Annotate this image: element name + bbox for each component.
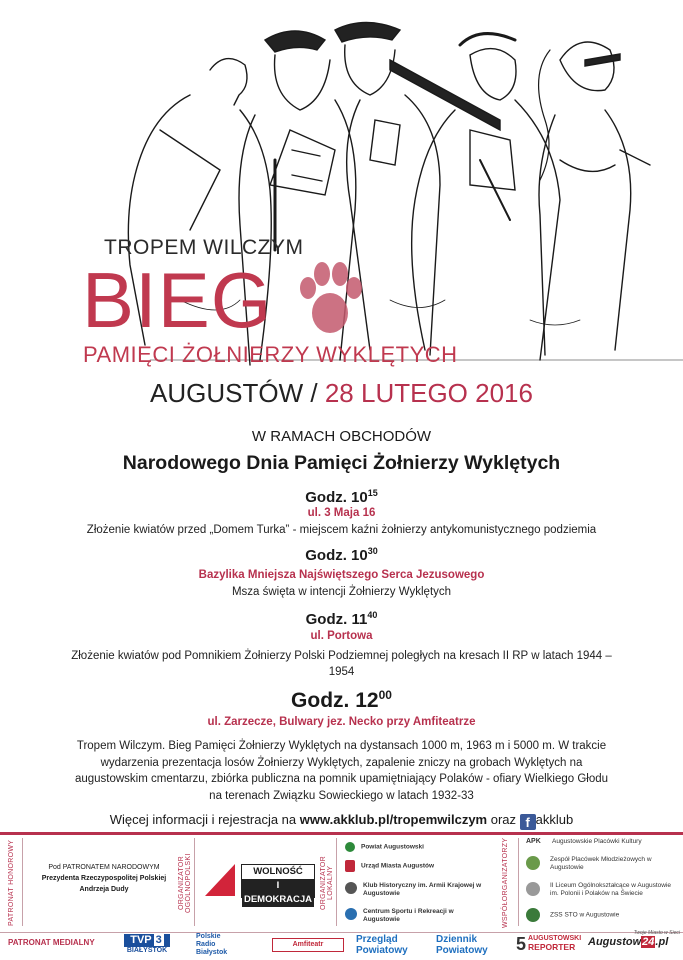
event-time: Godz. $10^{30}$ — [305, 546, 378, 564]
list-item: II Liceum Ogólnokształcące w Augustowie im. Polonii i Polaków na Świecie — [526, 882, 676, 908]
facebook-icon[interactable]: f — [520, 814, 536, 830]
event-location: Bazylika Mniejsza Najświętszego Serca Jezusowego — [198, 569, 485, 581]
augustowski-reporter-logo: 5 AUGUSTOWSKI REPORTER — [516, 934, 582, 954]
event-time-main: Godz. $12^{00}$ — [291, 688, 392, 712]
amfiteatr-logo: Amfiteatr — [272, 938, 344, 952]
registration-link[interactable]: www.akklub.pl/tropemwilczym — [299, 812, 488, 827]
event-location: ul. Portowa — [310, 630, 373, 642]
facebook-link[interactable]: akklub — [535, 812, 574, 827]
co-organizers-list — [526, 838, 676, 924]
event-description: Tropem Wilczym. Bieg Pamięci Żołnierzy Wyklętych na dystansach 1000 m, 1963 m i 5000 m. W trakcie wydarzenia prezentacja losów Żołnierzy Wyklętych, zapalenie zniczy na grobach Wyklętych na augustowskim cmentarzu, zbiórka publiczna na pomnik upamiętniający Polaków - ofiary Wielkiego Głodu na terenach Związku Sowieckiego w latach 1932-33 — [74, 740, 609, 802]
event-time: Godz. $11^{40}$ — [305, 610, 378, 628]
polskie-radio-logo: Polskie Radio Białystok — [196, 933, 228, 956]
list-item: Urząd Miasta Augustów — [345, 860, 485, 882]
local-organizers-list — [345, 842, 485, 930]
label-wspolorganizatorzy: WSPÓŁORGANIZATORZY — [502, 837, 509, 928]
label-organizator-lokalny: ORGANIZATOR LOKALNY — [320, 856, 334, 910]
label-organizator: ORGANIZATOR OGÓLNOPOLSKI — [178, 853, 192, 913]
date-line — [0, 378, 683, 409]
intro-line2: Narodowego Dnia Pamięci Żołnierzy Wyklętych — [122, 452, 561, 474]
tvp3-logo: TVP 3 BIAŁYSTOK — [124, 934, 170, 956]
info-line: Więcej informacji i rejestracja na www.akklub.pl/tropemwilczym oraz f akklub — [109, 812, 574, 830]
event-date: 28 LUTEGO 2016 — [324, 378, 533, 408]
title-pamieci: PAMIĘCI ŻOŁNIERZY WYKLĘTYCH — [83, 342, 458, 367]
label-patronat-medialny: PATRONAT MEDIALNY — [8, 938, 95, 947]
title-tropem: TROPEM WILCZYM — [104, 236, 304, 259]
event-description: Msza święta w intencji Żołnierzy Wyklętych — [231, 586, 452, 598]
list-item: ZSS STO w Augustowie — [526, 908, 676, 924]
sponsors-footer — [0, 832, 683, 960]
list-item: APK Augustowskie Placówki Kultury — [526, 838, 642, 845]
event-time: Godz. $10^{15}$ — [305, 488, 378, 506]
event-description: Złożenie kwiatów pod Pomnikiem Żołnierzy Polski Podziemnej poległych na kresach II RP w latach 1944 – 1954 — [71, 650, 612, 678]
intro-line1: W RAMACH OBCHODÓW — [251, 428, 432, 445]
list-item: Zespół Placówek Młodzieżowych w Augustowie — [526, 856, 676, 882]
event-location: ul. 3 Maja 16 — [307, 507, 376, 519]
dziennik-powiatowy-logo: Dziennik Powiatowy — [436, 934, 488, 956]
event-location: ul. Zarzecze, Bulwary jez. Necko przy Amfiteatrze — [207, 716, 476, 728]
wolnosc-i-demokracja-logo: WOLNOŚĆ I DEMOKRACJA — [205, 858, 317, 902]
list-item: Klub Historyczny im. Armii Krajowej w Augustowie — [345, 882, 485, 908]
city: AUGUSTÓW — [150, 378, 304, 408]
wolf-paw-icon — [294, 258, 366, 340]
event-description: Złożenie kwiatów przed „Domem Turka” - miejscem kaźni żołnierzy antykomunistycznego podziemia — [86, 524, 597, 536]
list-item: Powiat Augustowski — [345, 842, 485, 860]
label-patronat-honorowy: PATRONAT HONOROWY — [8, 839, 15, 927]
list-item: Centrum Sportu i Rekreacji w Augustowie — [345, 908, 485, 930]
title-bieg: BIEG — [82, 256, 273, 344]
przeglad-powiatowy-logo: Przegląd Powiatowy — [356, 934, 408, 956]
presidential-patronage: Pod PATRONATEM NARODOWYM Prezydenta Rzeczypospolitej Polskiej Andrzeja Dudy — [41, 864, 167, 893]
date-separator: / — [310, 378, 318, 408]
augustow24-logo: Twoje Miasto w Sieci Augustow24.pl — [588, 930, 680, 948]
